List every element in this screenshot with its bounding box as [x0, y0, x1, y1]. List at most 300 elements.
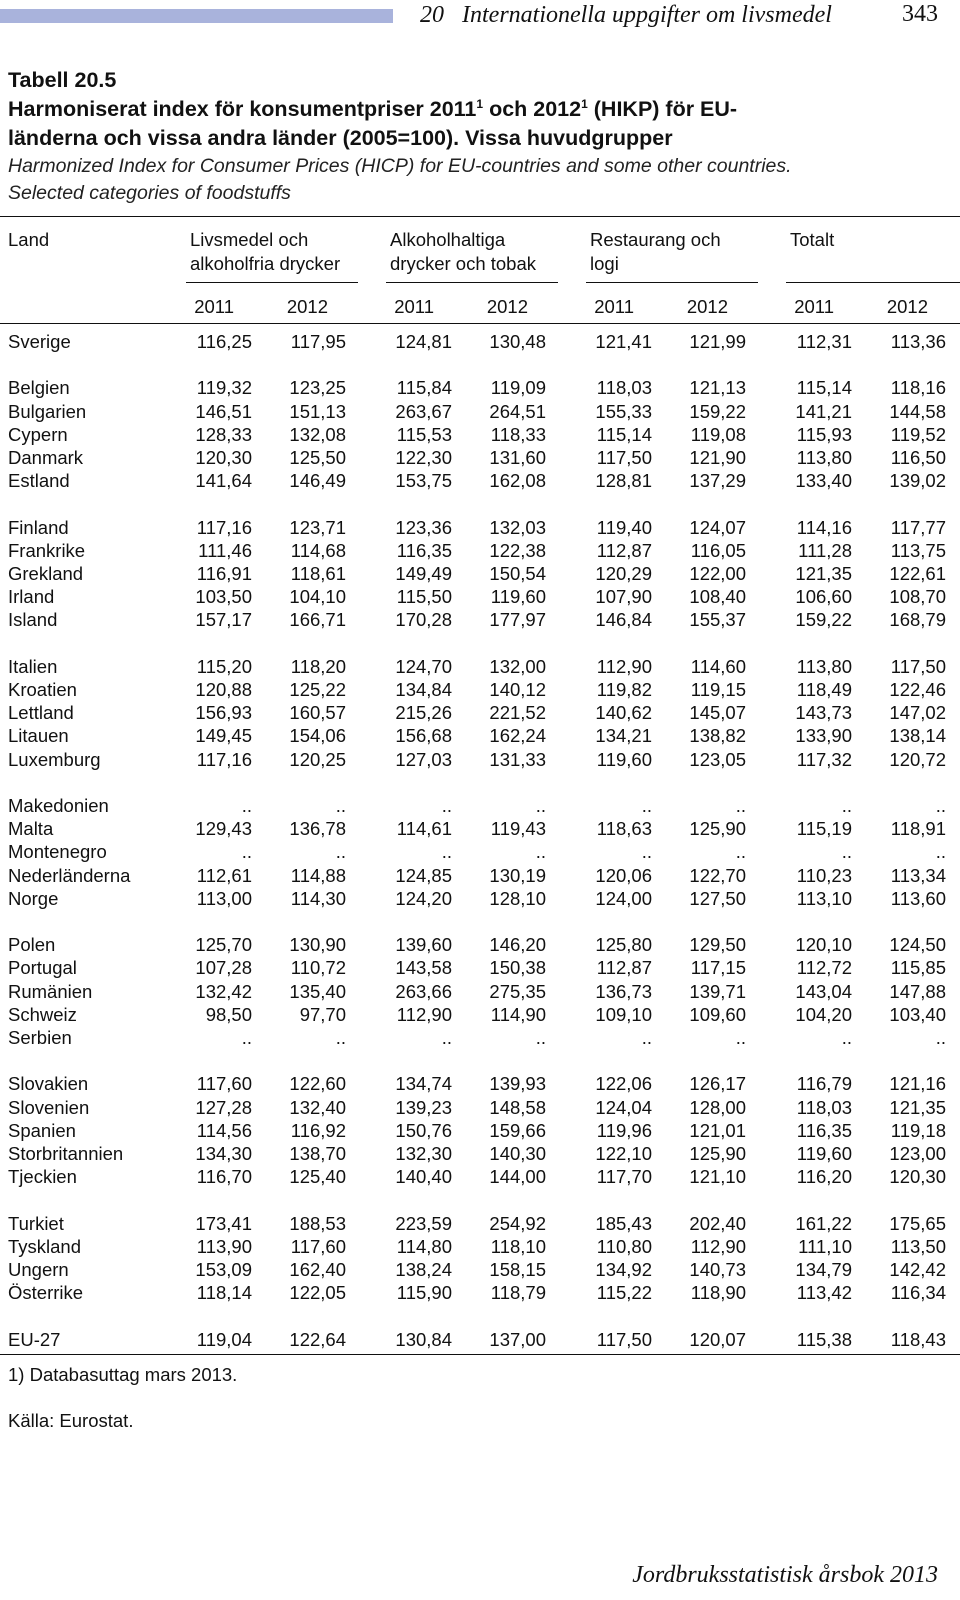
group-rule-alcohol	[386, 282, 558, 283]
table-row	[0, 1073, 960, 1096]
table-label: Tabell 20.5	[8, 68, 117, 92]
index-value: 116,79	[796, 1073, 852, 1094]
index-value: 115,22	[596, 1282, 652, 1303]
index-value: 134,30	[195, 1143, 252, 1164]
index-value: 97,70	[299, 1004, 346, 1025]
col-header-restaurant-line2: logi	[590, 253, 619, 274]
index-value: 120,30	[195, 447, 252, 468]
country-name: Rumänien	[8, 981, 93, 1002]
index-value: 123,00	[889, 1143, 946, 1164]
index-value: 122,10	[595, 1143, 652, 1164]
table-row	[0, 749, 960, 772]
index-value: 121,35	[889, 1097, 946, 1118]
country-name: Österrike	[8, 1282, 84, 1303]
index-value: 119,40	[596, 517, 652, 538]
table-row	[0, 888, 960, 911]
country-name: Lettland	[8, 702, 74, 723]
index-value: 128,00	[689, 1097, 746, 1118]
header-bottom-rule	[0, 323, 960, 324]
source-note: Källa: Eurostat.	[8, 1410, 134, 1431]
index-value: 110,23	[796, 865, 852, 886]
index-value: 148,58	[489, 1097, 546, 1118]
index-value: 119,52	[890, 424, 946, 445]
index-value: 143,58	[395, 957, 452, 978]
index-value: 139,71	[689, 981, 746, 1002]
table-title-block	[8, 66, 938, 207]
country-name: Schweiz	[8, 1004, 77, 1025]
index-value: 156,68	[395, 725, 452, 746]
index-value: 117,50	[596, 447, 652, 468]
table-row	[0, 981, 960, 1004]
country-name: Polen	[8, 934, 56, 955]
index-value: 157,17	[195, 609, 252, 630]
index-value: 123,05	[689, 749, 746, 770]
index-value: 122,46	[889, 679, 946, 700]
index-value: ..	[735, 841, 746, 862]
country-name: Malta	[8, 818, 54, 839]
country-name: Makedonien	[8, 795, 109, 816]
index-value: 134,21	[595, 725, 652, 746]
index-value: 113,42	[796, 1282, 852, 1303]
index-value: 263,67	[395, 401, 452, 422]
index-value: 133,90	[795, 725, 852, 746]
country-name: Storbritannien	[8, 1143, 124, 1164]
index-value: 125,70	[195, 934, 252, 955]
index-value: 118,43	[890, 1329, 946, 1350]
index-value: 112,87	[596, 540, 652, 561]
index-value: 119,32	[196, 377, 252, 398]
index-value: 119,18	[890, 1120, 946, 1141]
country-name: Turkiet	[8, 1213, 64, 1234]
col-header-food-line2: alkoholfria drycker	[190, 253, 341, 274]
table-bottom-rule	[0, 1354, 960, 1355]
index-value: 130,90	[289, 934, 346, 955]
country-name: Spanien	[8, 1120, 76, 1141]
index-value: 112,72	[796, 957, 852, 978]
group-rule-food	[186, 282, 358, 283]
index-value: 114,90	[490, 1004, 546, 1025]
index-value: 146,20	[489, 934, 546, 955]
index-value: 124,04	[595, 1097, 652, 1118]
index-value: ..	[641, 795, 652, 816]
index-value: 140,73	[689, 1259, 746, 1280]
index-value: 119,04	[196, 1329, 252, 1350]
index-value: ..	[441, 1027, 452, 1048]
index-value: 113,10	[796, 888, 852, 909]
index-value: 125,80	[595, 934, 652, 955]
index-value: ..	[535, 841, 546, 862]
index-value: ..	[441, 841, 452, 862]
index-value: 153,09	[195, 1259, 252, 1280]
index-value: 112,90	[690, 1236, 746, 1257]
index-value: 129,43	[195, 818, 252, 839]
table-top-rule	[0, 216, 960, 217]
index-value: 120,72	[889, 749, 946, 770]
index-value: 120,30	[889, 1166, 946, 1187]
index-value: 144,00	[489, 1166, 546, 1187]
index-value: 112,90	[396, 1004, 452, 1025]
country-name: Estland	[8, 470, 70, 491]
group-rule-total	[786, 282, 960, 283]
table-row	[0, 1329, 960, 1352]
index-value: 112,31	[796, 331, 852, 352]
index-value: 124,50	[889, 934, 946, 955]
index-value: 113,60	[890, 888, 946, 909]
index-value: 116,92	[290, 1120, 346, 1141]
index-value: 113,34	[890, 865, 946, 886]
index-value: 132,08	[289, 424, 346, 445]
table-row	[0, 517, 960, 540]
index-value: ..	[641, 1027, 652, 1048]
country-name: Serbien	[8, 1027, 72, 1048]
country-name: Tjeckien	[8, 1166, 77, 1187]
index-value: 139,02	[889, 470, 946, 491]
index-value: 133,40	[795, 470, 852, 491]
index-value: ..	[841, 841, 852, 862]
country-name: Island	[8, 609, 58, 630]
index-value: 117,95	[290, 331, 346, 352]
index-value: 125,50	[289, 447, 346, 468]
index-value: ..	[335, 841, 346, 862]
index-value: 137,29	[689, 470, 746, 491]
index-value: 124,20	[395, 888, 452, 909]
index-value: 113,50	[890, 1236, 946, 1257]
index-value: 177,97	[489, 609, 546, 630]
index-value: ..	[335, 1027, 346, 1048]
index-value: 124,85	[395, 865, 452, 886]
table-row	[0, 586, 960, 609]
index-value: 263,66	[395, 981, 452, 1002]
index-value: 122,00	[689, 563, 746, 584]
index-value: 149,49	[395, 563, 452, 584]
index-value: 121,16	[889, 1073, 946, 1094]
table-row	[0, 401, 960, 424]
index-value: 118,14	[196, 1282, 252, 1303]
index-value: 113,90	[196, 1236, 252, 1257]
index-value: 155,33	[595, 401, 652, 422]
index-value: 114,16	[796, 517, 852, 538]
index-value: 124,00	[595, 888, 652, 909]
index-value: 134,79	[795, 1259, 852, 1280]
title-sv-text-c: (HIKP) för EU-	[587, 97, 738, 121]
index-value: 115,14	[796, 377, 852, 398]
index-value: 158,15	[489, 1259, 546, 1280]
index-value: ..	[535, 1027, 546, 1048]
country-name: Belgien	[8, 377, 70, 398]
index-value: 134,92	[595, 1259, 652, 1280]
table-row	[0, 725, 960, 748]
index-value: 122,61	[889, 563, 946, 584]
index-value: 110,72	[290, 957, 346, 978]
index-value: 143,04	[795, 981, 852, 1002]
index-value: 120,06	[595, 865, 652, 886]
index-value: ..	[935, 841, 946, 862]
index-value: 185,43	[595, 1213, 652, 1234]
index-value: ..	[241, 841, 252, 862]
index-value: 122,70	[689, 865, 746, 886]
table-row	[0, 1027, 960, 1050]
index-value: ..	[841, 1027, 852, 1048]
index-value: 146,84	[595, 609, 652, 630]
index-value: 121,01	[689, 1120, 746, 1141]
index-value: 117,32	[796, 749, 852, 770]
index-value: 124,07	[689, 517, 746, 538]
index-value: 118,90	[690, 1282, 746, 1303]
index-value: 121,41	[595, 331, 652, 352]
index-value: 115,38	[796, 1329, 852, 1350]
year-header: 2011	[594, 296, 634, 317]
index-value: 107,28	[195, 957, 252, 978]
index-value: 128,81	[595, 470, 652, 491]
index-value: 159,22	[689, 401, 746, 422]
index-value: 130,48	[489, 331, 546, 352]
year-header: 2011	[794, 296, 834, 317]
index-value: 129,50	[689, 934, 746, 955]
col-header-alcohol	[390, 228, 536, 276]
index-value: 138,24	[395, 1259, 452, 1280]
index-value: 114,68	[290, 540, 346, 561]
group-rule-restaurant	[586, 282, 758, 283]
index-value: 146,51	[195, 401, 252, 422]
index-value: 147,88	[889, 981, 946, 1002]
index-value: 140,40	[395, 1166, 452, 1187]
index-value: 117,16	[196, 749, 252, 770]
table-row	[0, 1120, 960, 1143]
index-value: 127,28	[195, 1097, 252, 1118]
index-value: 122,30	[395, 447, 452, 468]
index-value: 124,81	[395, 331, 452, 352]
country-name: Ungern	[8, 1259, 69, 1280]
index-value: 118,49	[796, 679, 852, 700]
index-value: 170,28	[395, 609, 452, 630]
index-value: 115,20	[196, 656, 252, 677]
index-value: 117,60	[290, 1236, 346, 1257]
index-value: 104,20	[795, 1004, 852, 1025]
index-value: 132,03	[489, 517, 546, 538]
index-value: 108,40	[689, 586, 746, 607]
index-value: 159,22	[795, 609, 852, 630]
index-value: 147,02	[889, 702, 946, 723]
index-value: 254,92	[489, 1213, 546, 1234]
table-row	[0, 1004, 960, 1027]
index-value: 107,90	[595, 586, 652, 607]
index-value: 113,80	[796, 656, 852, 677]
index-value: 114,60	[690, 656, 746, 677]
index-value: 136,78	[289, 818, 346, 839]
index-value: 115,90	[396, 1282, 452, 1303]
index-value: 113,00	[196, 888, 252, 909]
country-name: Bulgarien	[8, 401, 87, 422]
index-value: 221,52	[489, 702, 546, 723]
index-value: 119,43	[490, 818, 546, 839]
index-value: 111,46	[198, 540, 252, 561]
index-value: 112,61	[196, 865, 252, 886]
index-value: 156,93	[195, 702, 252, 723]
index-value: 122,05	[289, 1282, 346, 1303]
country-name: Norge	[8, 888, 59, 909]
title-en-line1: Harmonized Index for Consumer Prices (HICP) for EU-countries and some other countries.	[8, 155, 792, 177]
table-row	[0, 1259, 960, 1282]
col-header-restaurant	[590, 228, 721, 276]
year-header: 2012	[686, 296, 728, 317]
index-value: 114,80	[396, 1236, 452, 1257]
index-value: 113,36	[890, 331, 946, 352]
index-value: 114,61	[396, 818, 452, 839]
country-name: Slovenien	[8, 1097, 90, 1118]
title-en-line2: Selected categories of foodstuffs	[8, 182, 291, 204]
index-value: 159,66	[489, 1120, 546, 1141]
index-value: 150,54	[489, 563, 546, 584]
footnote-ref: 1	[476, 97, 484, 111]
index-value: 113,75	[890, 540, 946, 561]
index-value: 115,85	[890, 957, 946, 978]
country-name: Irland	[8, 586, 55, 607]
index-value: 160,57	[289, 702, 346, 723]
header-decor-bar	[0, 9, 393, 23]
index-value: 127,03	[395, 749, 452, 770]
index-value: 119,08	[690, 424, 746, 445]
index-value: 202,40	[689, 1213, 746, 1234]
table-row	[0, 424, 960, 447]
country-name: Sverige	[8, 331, 71, 352]
index-value: 118,20	[290, 656, 346, 677]
index-value: 140,62	[595, 702, 652, 723]
index-value: 117,50	[890, 656, 946, 677]
index-value: 114,30	[290, 888, 346, 909]
table-row	[0, 841, 960, 864]
index-value: 134,74	[395, 1073, 452, 1094]
index-value: 104,10	[289, 586, 346, 607]
index-value: 110,80	[596, 1236, 652, 1257]
index-value: 116,35	[396, 540, 452, 561]
index-value: 111,10	[798, 1236, 852, 1257]
col-header-food-line1: Livsmedel och	[190, 229, 309, 250]
index-value: 142,42	[889, 1259, 946, 1280]
index-value: 121,99	[689, 331, 746, 352]
index-value: 162,40	[289, 1259, 346, 1280]
index-value: 120,88	[195, 679, 252, 700]
country-name: Litauen	[8, 725, 69, 746]
country-name: Danmark	[8, 447, 84, 468]
col-header-alcohol-line1: Alkoholhaltiga	[390, 229, 506, 250]
index-value: ..	[641, 841, 652, 862]
index-value: 116,25	[196, 331, 252, 352]
index-value: 120,29	[595, 563, 652, 584]
index-value: 120,07	[689, 1329, 746, 1350]
index-value: 124,70	[395, 656, 452, 677]
index-value: 143,73	[795, 702, 852, 723]
index-value: 215,26	[395, 702, 452, 723]
index-value: 149,45	[195, 725, 252, 746]
index-value: ..	[735, 1027, 746, 1048]
country-name: Italien	[8, 656, 58, 677]
index-value: ..	[535, 795, 546, 816]
index-value: 139,60	[395, 934, 452, 955]
index-value: 135,40	[289, 981, 346, 1002]
table-row	[0, 540, 960, 563]
index-value: 112,87	[596, 957, 652, 978]
table-row	[0, 470, 960, 493]
index-value: 118,61	[290, 563, 346, 584]
index-value: 150,76	[395, 1120, 452, 1141]
index-value: 119,96	[596, 1120, 652, 1141]
index-value: 117,77	[890, 517, 946, 538]
year-header: 2012	[886, 296, 928, 317]
index-value: ..	[935, 1027, 946, 1048]
table-row	[0, 818, 960, 841]
section-number: 20	[420, 2, 444, 28]
index-value: 121,35	[795, 563, 852, 584]
country-name: EU-27	[8, 1329, 61, 1350]
index-value: 128,33	[195, 424, 252, 445]
table-row	[0, 377, 960, 400]
index-value: 132,40	[289, 1097, 346, 1118]
index-value: 139,23	[395, 1097, 452, 1118]
index-value: 106,60	[795, 586, 852, 607]
country-name: Montenegro	[8, 841, 107, 862]
country-name: Nederländerna	[8, 865, 131, 886]
index-value: 121,90	[689, 447, 746, 468]
index-value: 130,84	[395, 1329, 452, 1350]
index-value: 132,00	[489, 656, 546, 677]
index-value: 113,80	[796, 447, 852, 468]
col-header-land: Land	[8, 229, 50, 250]
index-value: 117,70	[596, 1166, 652, 1187]
table-row	[0, 702, 960, 725]
index-value: 123,36	[395, 517, 452, 538]
index-value: 119,60	[796, 1143, 852, 1164]
country-name: Portugal	[8, 957, 77, 978]
publication-footer: Jordbruksstatistisk årsbok 2013	[632, 1562, 938, 1588]
index-value: 131,60	[489, 447, 546, 468]
index-value: 122,60	[289, 1073, 346, 1094]
index-value: 120,10	[795, 934, 852, 955]
index-value: 127,50	[689, 888, 746, 909]
index-value: 139,93	[489, 1073, 546, 1094]
index-value: 119,60	[490, 586, 546, 607]
index-value: 125,40	[289, 1166, 346, 1187]
index-value: 151,13	[289, 401, 346, 422]
index-value: 144,58	[889, 401, 946, 422]
table-row	[0, 1166, 960, 1189]
index-value: 118,91	[890, 818, 946, 839]
col-header-restaurant-line1: Restaurang och	[590, 229, 721, 250]
index-value: 112,90	[596, 656, 652, 677]
title-sv-line1	[8, 95, 938, 124]
title-sv-text-b: och 2012	[483, 97, 582, 121]
country-name: Finland	[8, 517, 69, 538]
index-value: 115,84	[396, 377, 452, 398]
index-value: 132,42	[195, 981, 252, 1002]
index-value: 116,91	[196, 563, 252, 584]
table-row	[0, 795, 960, 818]
table-row	[0, 957, 960, 980]
index-value: 117,50	[596, 1329, 652, 1350]
index-value: 188,53	[289, 1213, 346, 1234]
index-value: 146,49	[289, 470, 346, 491]
index-value: 109,60	[689, 1004, 746, 1025]
col-header-alcohol-line2: drycker och tobak	[390, 253, 537, 274]
index-value: 111,28	[798, 540, 852, 561]
table-row	[0, 1282, 960, 1305]
index-value: 140,30	[489, 1143, 546, 1164]
index-value: 118,03	[596, 377, 652, 398]
table-row	[0, 679, 960, 702]
index-value: 154,06	[289, 725, 346, 746]
index-value: 131,33	[489, 749, 546, 770]
footnote-1: 1) Databasuttag mars 2013.	[8, 1364, 238, 1385]
index-value: 118,10	[490, 1236, 546, 1257]
